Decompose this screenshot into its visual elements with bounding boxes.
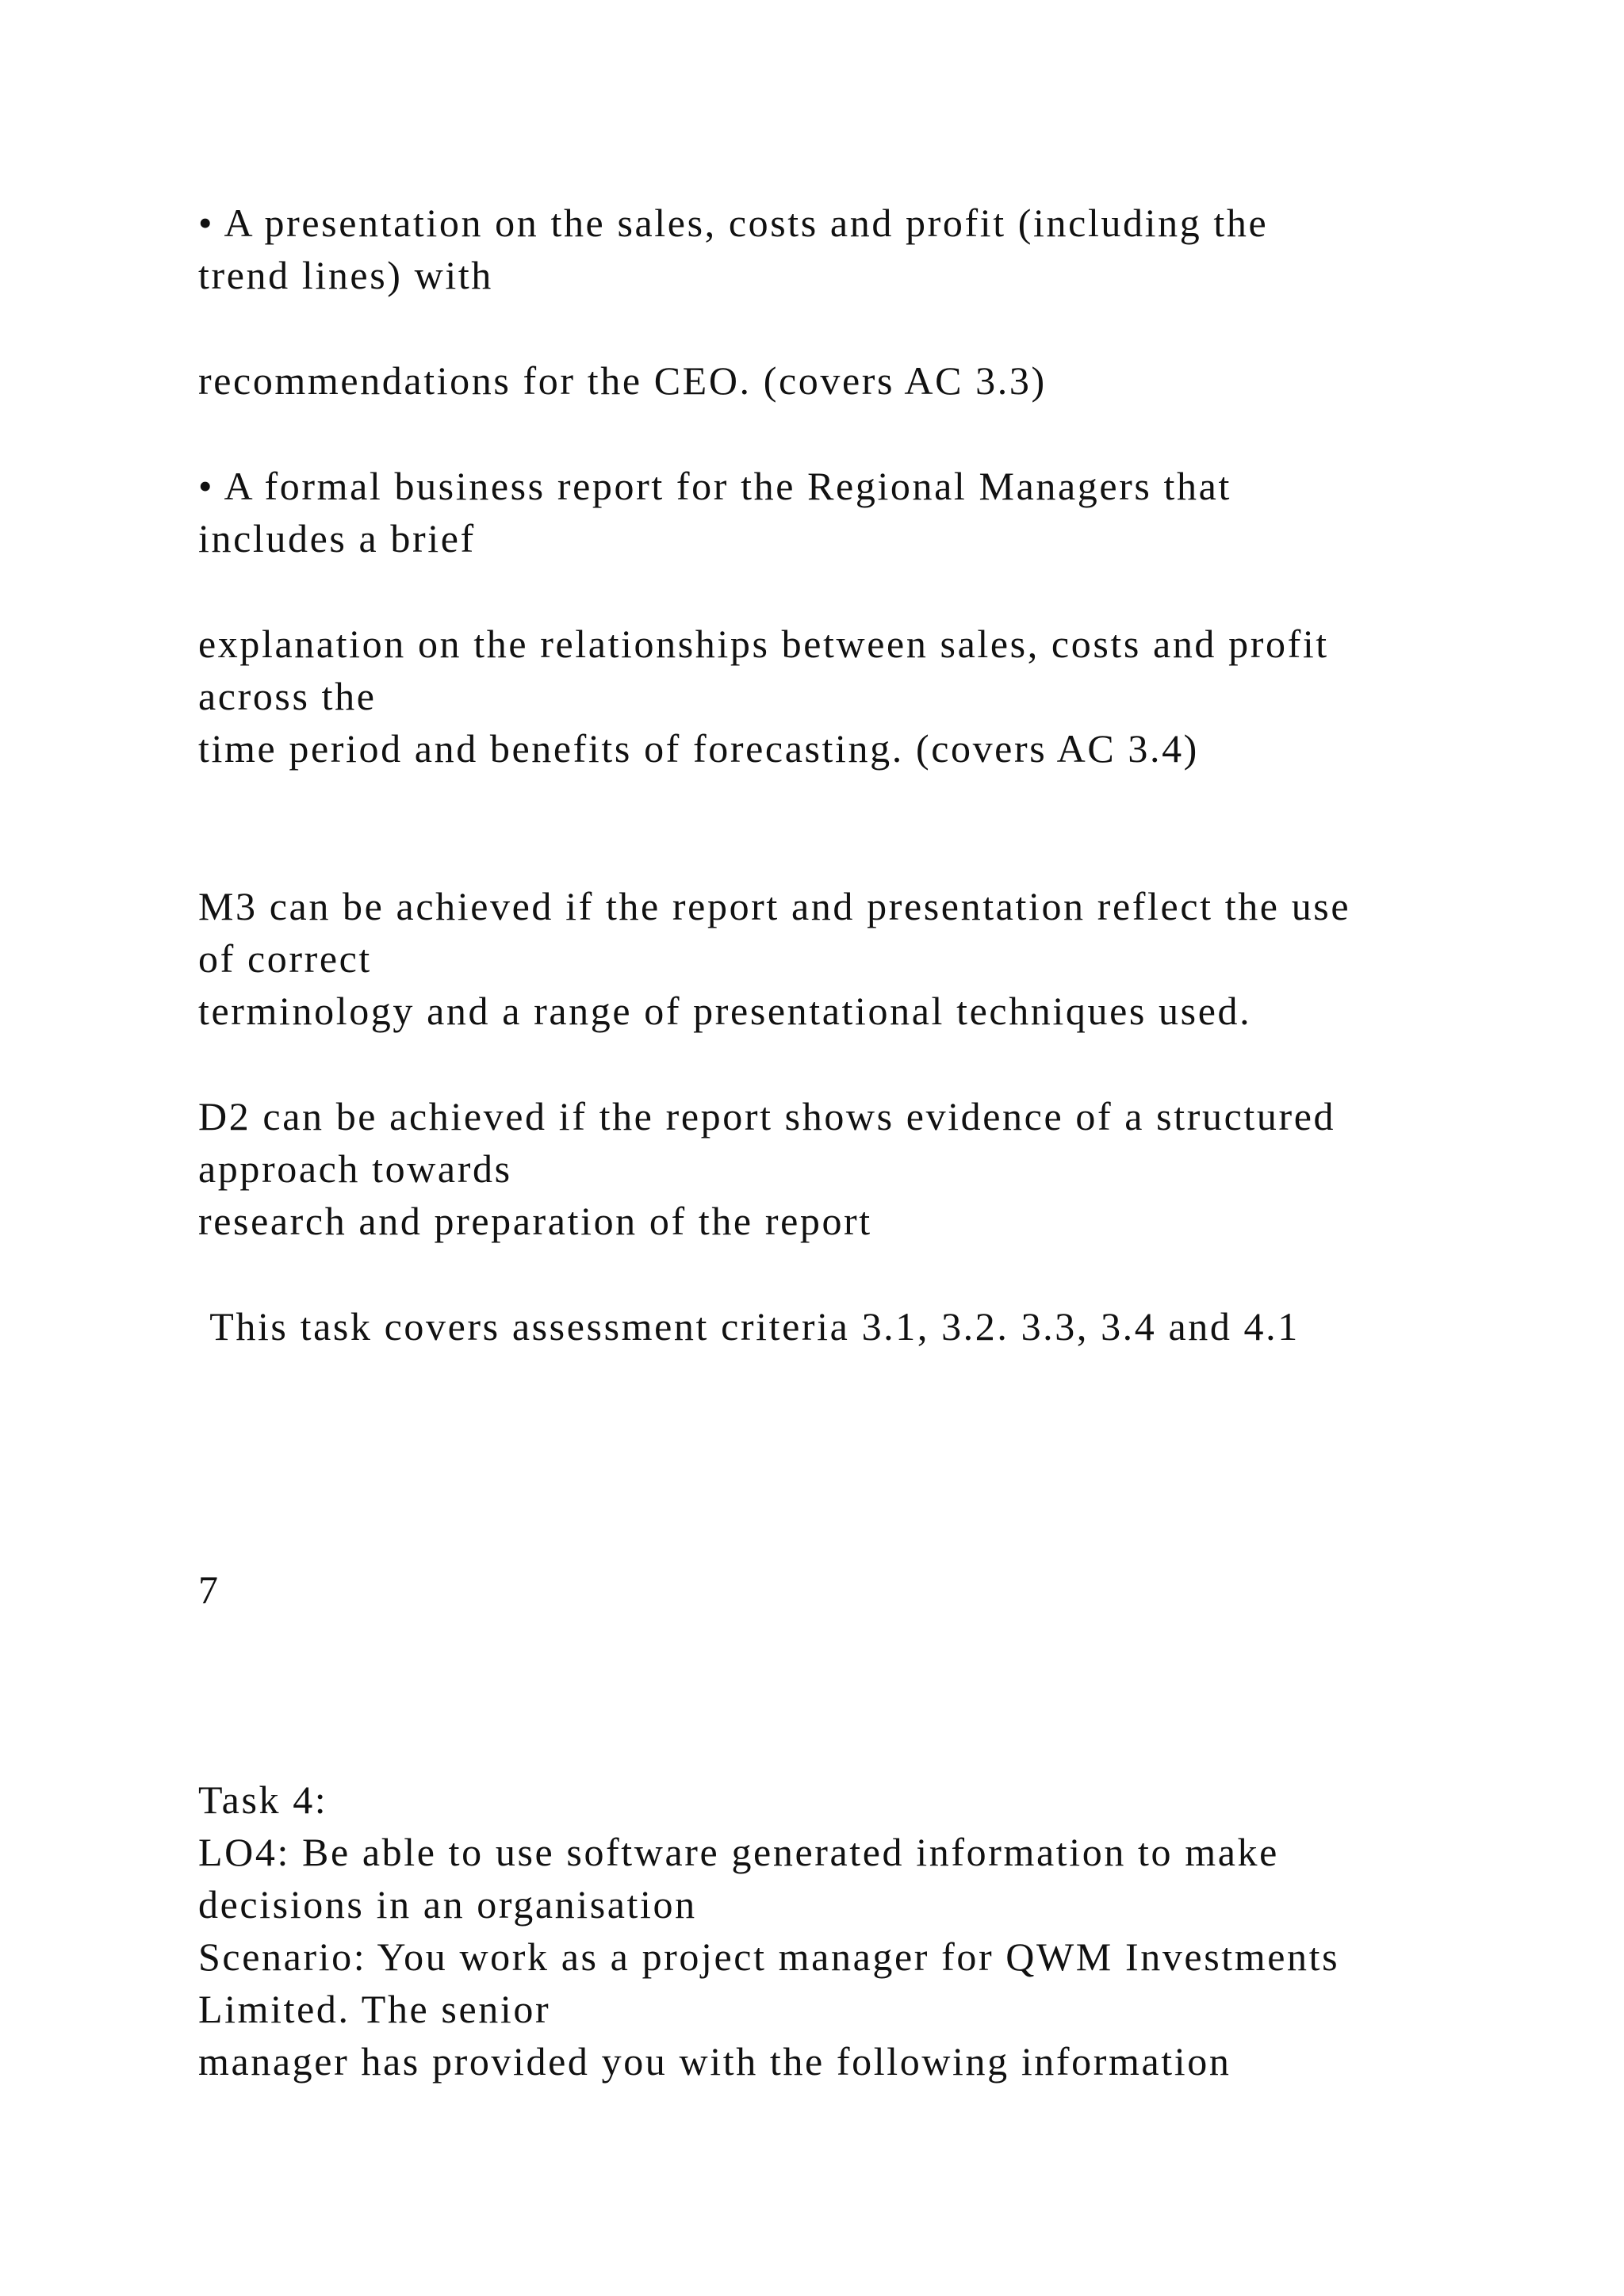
section-heading: Task 4: xyxy=(198,1777,328,1822)
text-line: • A presentation on the sales, costs and profit (including the xyxy=(198,201,1269,245)
text-line: recommendations for the CEO. (covers AC 3.3) xyxy=(198,358,1047,403)
text-line: explanation on the relationships between sales, costs and profit xyxy=(198,622,1329,666)
text-line: decisions in an organisation xyxy=(198,1882,697,1927)
text-line: Scenario: You work as a project manager for QWM Investments xyxy=(198,1934,1340,1979)
text-line: approach towards xyxy=(198,1146,512,1191)
text-line: includes a brief xyxy=(198,516,476,561)
text-line: D2 can be achieved if the report shows evidence of a structured xyxy=(198,1094,1336,1138)
text-line: M3 can be achieved if the report and presentation reflect the use xyxy=(198,884,1351,928)
text-line: manager has provided you with the following information xyxy=(198,2039,1231,2084)
text-line: of correct xyxy=(198,936,372,981)
text-line: time period and benefits of forecasting. (covers AC 3.4) xyxy=(198,726,1199,771)
text-line: LO4: Be able to use software generated information to make xyxy=(198,1830,1279,1874)
text-line: Limited. The senior xyxy=(198,1987,551,2031)
text-line: terminology and a range of presentational techniques used. xyxy=(198,989,1252,1033)
text-line: • A formal business report for the Regional Managers that xyxy=(198,464,1231,508)
text-line: research and preparation of the report xyxy=(198,1199,872,1243)
text-line: across the xyxy=(198,674,377,718)
text-line: This task covers assessment criteria 3.1, 3.2. 3.3, 3.4 and 4.1 xyxy=(198,1304,1300,1349)
page-number: 7 xyxy=(198,1567,220,1612)
text-line: trend lines) with xyxy=(198,253,493,297)
